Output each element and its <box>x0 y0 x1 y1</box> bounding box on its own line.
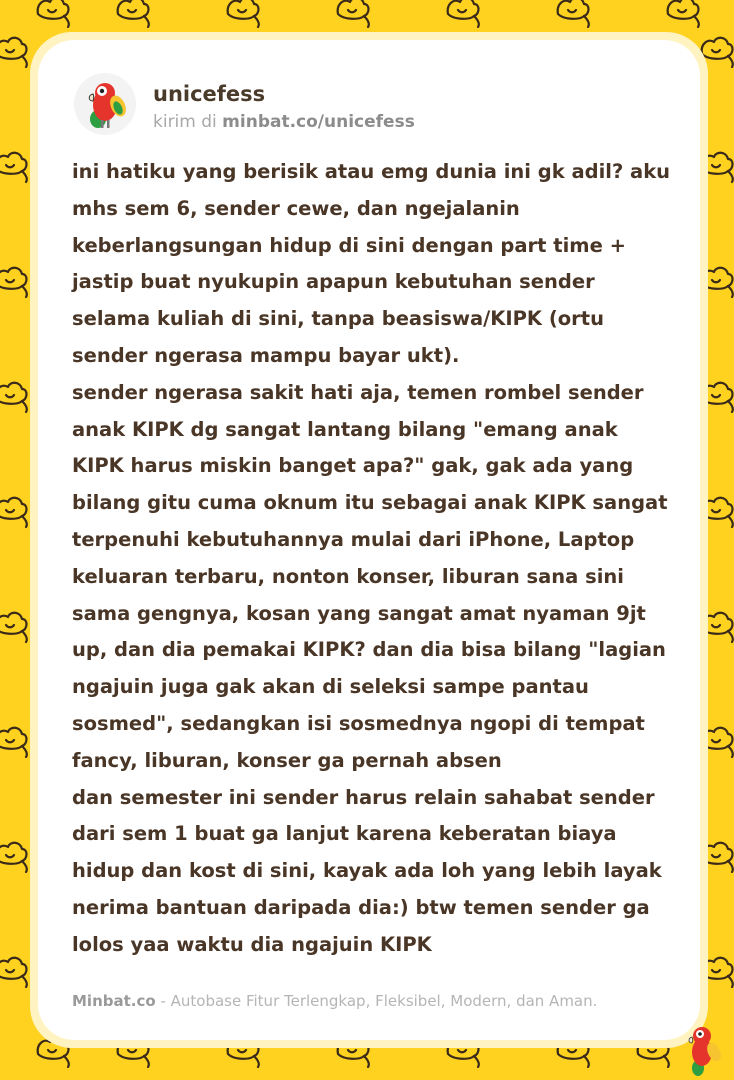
parrot-avatar-icon[interactable] <box>74 73 136 135</box>
footer-tagline <box>72 992 597 1010</box>
username[interactable]: unicefess <box>153 82 266 106</box>
footer-brand[interactable]: Minbat.co <box>72 992 156 1010</box>
message-paragraph-3: dan semester ini sender harus relain sahabat sender dari sem 1 buat ga lanjut karena keberatan biaya hidup dan kost di sini, kayak ada loh yang lebih layak nerima bantuan daripada dia:) btw temen sender ga lolos yaa waktu dia ngajuin KIPK <box>72 785 662 956</box>
message-paragraph-1: ini hatiku yang berisik atau emg dunia ini gk adil? aku mhs sem 6, sender cewe, dan ngejalanin keberlangsungan hidup di sini dengan part time + jastip buat nyukupin apapun kebutuhan sender selama kuliah di sini, tanpa beasiswa/KIPK (ortu sender ngerasa mampu bayar ukt). <box>72 160 671 367</box>
message-paragraph-2: sender ngerasa sakit hati aja, temen rombel sender anak KIPK dg sangat lantang bilang "emang anak KIPK harus miskin banget apa?" gak, gak ada yang bilang gitu cuma oknum itu sebagai anak KIPK sangat terpenuhi kebutuhannya mulai dari iPhone, Laptop keluaran terbaru, nonton konser, liburan sana sini sama gengnya, kosan yang sangat amat nyaman 9jt up, dan dia pemakai KIPK? dan dia bisa bilang "lagian ngajuin juga gak akan di seleksi sampe pantau sosmed", sedangkan isi sosmednya ngopi di tempat fancy, liburan, konser ga pernah absen <box>72 380 668 772</box>
send-prefix: kirim di <box>153 112 217 132</box>
parrot-mascot-icon <box>678 1018 726 1080</box>
send-link-line <box>153 112 415 132</box>
footer-text: - Autobase Fitur Terlengkap, Fleksibel, Modern, dan Aman. <box>155 992 598 1010</box>
confession-message <box>72 154 672 964</box>
send-link[interactable]: minbat.co/unicefess <box>222 112 415 132</box>
